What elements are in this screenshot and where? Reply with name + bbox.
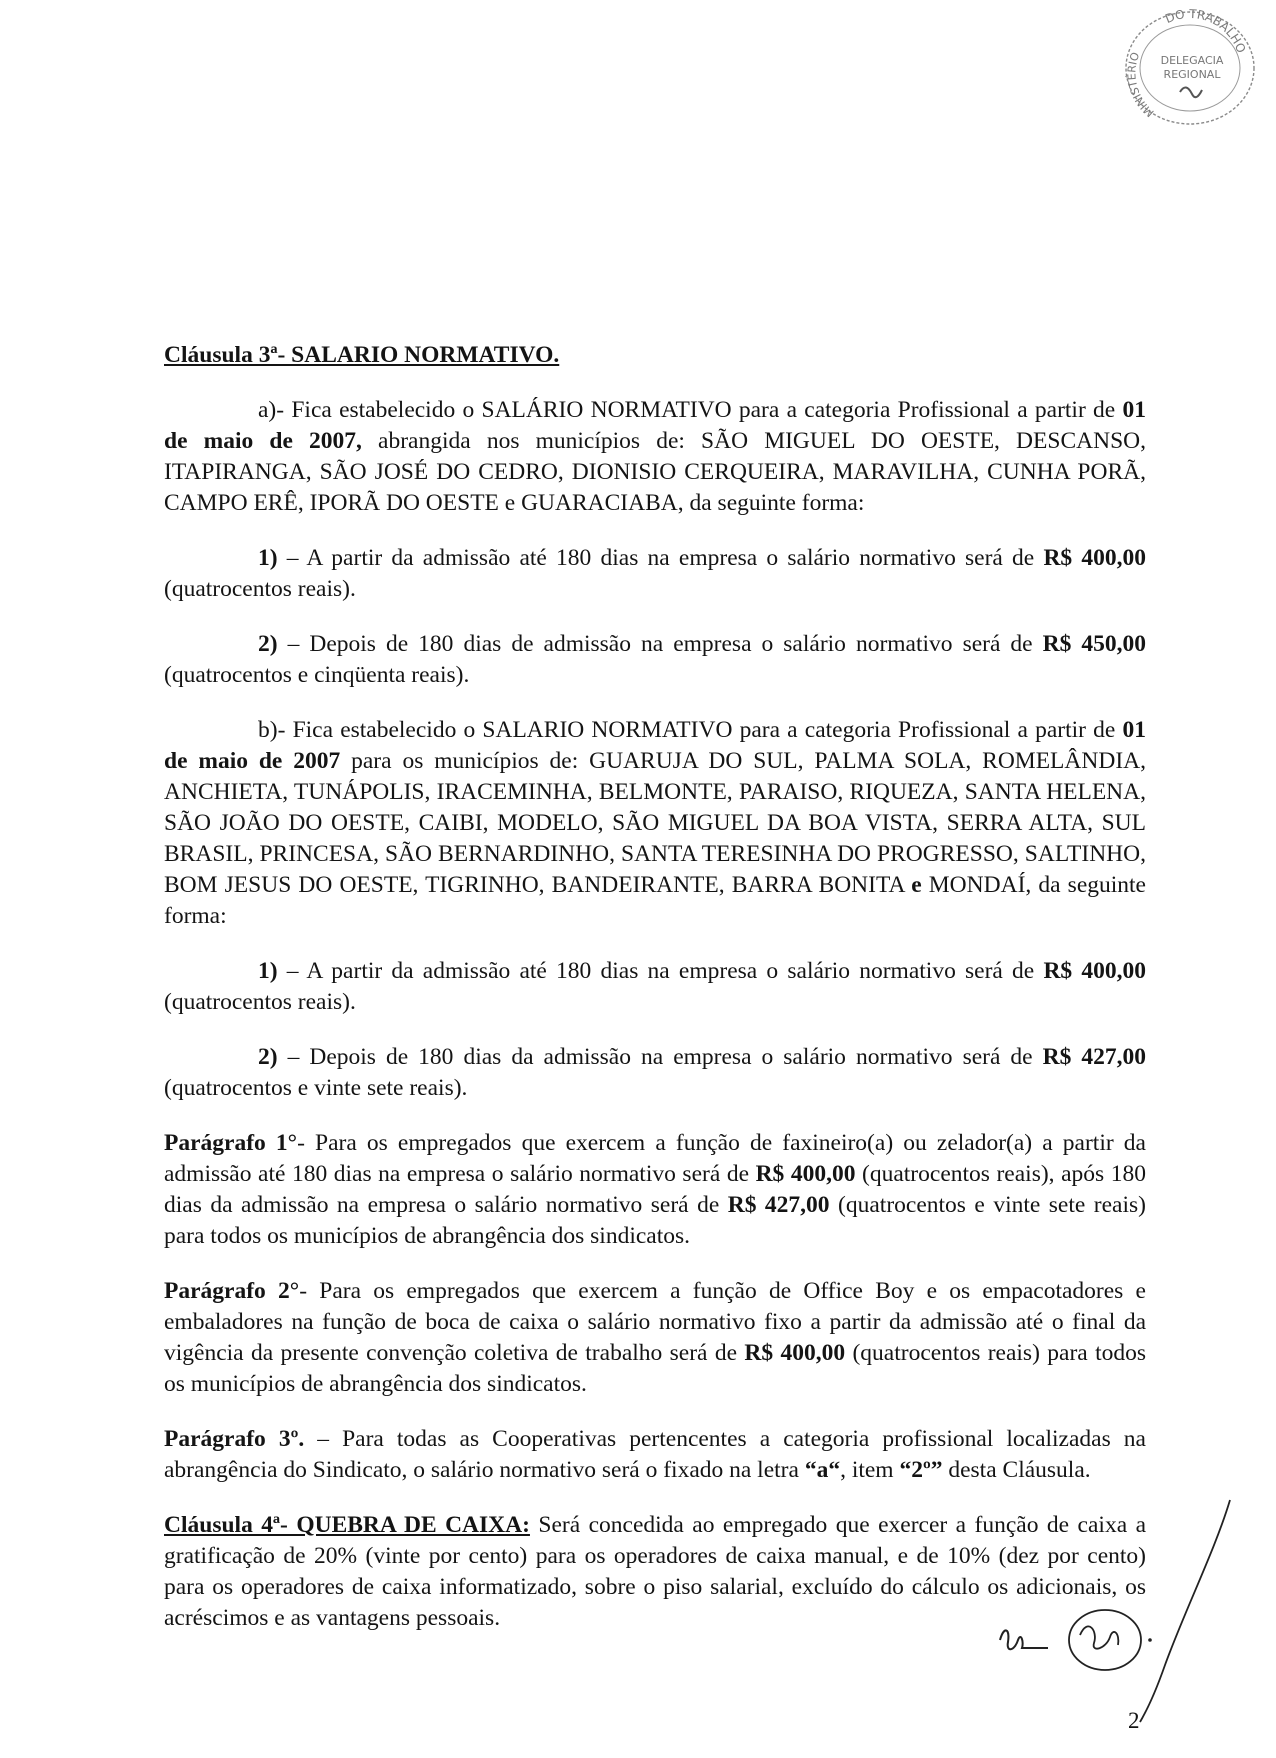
item-a-lead: a)- Fica estabelecido o SALÁRIO NORMATIVO para a categoria Profissional a partir de	[258, 397, 1123, 423]
ministry-stamp	[1110, 6, 1260, 128]
paragraph-text: - Para os empregados que exercem a função de Office Boy e os empacotadores e embaladores na função de boca de caixa o salário normativo fixo a partir da admissão até o final da vigência da presente convenção coletiva de trabalho será de	[164, 1278, 1146, 1366]
document-body	[164, 340, 1146, 1634]
salary-value: R$ 400,00	[744, 1340, 846, 1366]
initials-mark	[1000, 1630, 1048, 1649]
clause3-a-subitem-2	[164, 629, 1146, 691]
subitem-text: – A partir da admissão até 180 dias na empresa o salário normativo será de	[277, 545, 1044, 571]
stamp-arc-side: MINISTÉRIO	[1125, 50, 1157, 120]
paragraph-text: (quatrocentos e vinte sete reais) para todos os municípios de abrangência dos sindicatos.	[164, 1192, 1146, 1249]
stamp-line2: REGIONAL	[1163, 68, 1221, 81]
paragraph-text: - Para os empregados que exercem a função de faxineiro(a) ou zelador(a) a partir da admissão até 180 dias na empresa o salário normativo será de	[164, 1130, 1146, 1187]
salary-words: (quatrocentos reais).	[164, 576, 356, 602]
paragraph-2	[164, 1276, 1146, 1400]
paragraph-text: (quatrocentos reais) para todos os municípios de abrangência dos sindicatos.	[164, 1340, 1146, 1397]
subitem-number: 1)	[258, 545, 278, 571]
clause4-title: Cláusula 4ª- QUEBRA DE CAIXA:	[164, 1512, 530, 1538]
salary-value: R$ 450,00	[1042, 631, 1146, 657]
subitem-text: – Depois de 180 dias de admissão na empresa o salário normativo será de	[277, 631, 1043, 657]
clause3-b-subitem-1	[164, 956, 1146, 1018]
signature-scribble	[1080, 1626, 1118, 1648]
item-b-end: MONDAÍ, da seguinte forma:	[164, 872, 1146, 929]
quoted-letter: “a“	[804, 1457, 841, 1483]
clause3-item-a	[164, 395, 1146, 519]
paragraph-1	[164, 1128, 1146, 1252]
item-b-date: 01 de maio de 2007	[164, 717, 1146, 774]
paragraph-text: – Para todas as Cooperativas pertencentes a categoria profissional localizadas na abrangência do Sindicato, o salário normativo será o fixado na letra	[164, 1426, 1146, 1483]
clause3-title: Cláusula 3ª- SALARIO NORMATIVO.	[164, 342, 560, 368]
salary-value: R$ 400,00	[755, 1161, 856, 1187]
stamp-initials-mark	[1180, 87, 1202, 97]
salary-words: (quatrocentos reais).	[164, 989, 356, 1015]
subitem-number: 2)	[258, 631, 278, 657]
handwritten-signatures	[980, 1490, 1260, 1730]
paragraph-text: desta Cláusula.	[942, 1457, 1091, 1483]
item-b-lead: b)- Fica estabelecido o SALARIO NORMATIVO para a categoria Profissional a partir de	[258, 717, 1123, 743]
salary-words: (quatrocentos e cinqüenta reais).	[164, 662, 470, 688]
quoted-item: “2º”	[899, 1457, 943, 1483]
subitem-number: 1)	[258, 958, 278, 984]
clause3-a-subitem-1	[164, 543, 1146, 605]
paragraph-label: Parágrafo 2°	[164, 1278, 300, 1304]
salary-value: R$ 400,00	[1043, 958, 1146, 984]
circled-signature	[1069, 1610, 1141, 1670]
svg-text:DO TRABALHO	[1163, 7, 1248, 55]
salary-words: (quatrocentos e vinte sete reais).	[164, 1075, 468, 1101]
paragraph-label: Parágrafo 3º.	[164, 1426, 305, 1452]
stamp-line1: DELEGACIA	[1160, 54, 1224, 67]
item-a-municipalities: abrangida nos municípios de: SÃO MIGUEL DO OESTE, DESCANSO, ITAPIRANGA, SÃO JOSÉ DO CEDRO, DIONISIO CERQUEIRA, MARAVILHA, CUNHA PORÃ, CAMPO ERÊ, IPORÃ DO OESTE e GUARACIABA, da seguinte forma:	[164, 428, 1146, 516]
paragraph-text: (quatrocentos reais), após 180 dias da admissão na empresa o salário normativo será de	[164, 1161, 1146, 1218]
clause3-b-subitem-2	[164, 1042, 1146, 1104]
item-b-municipalities: para os municípios de: GUARUJA DO SUL, PALMA SOLA, ROMELÂNDIA, ANCHIETA, TUNÁPOLIS, IRACEMINHA, BELMONTE, PARAISO, RIQUEZA, SANTA HELENA, SÃO JOÃO DO OESTE, CAIBI, MODELO, SÃO MIGUEL DA BOA VISTA, SERRA ALTA, SUL BRASIL, PRINCESA, SÃO BERNARDINHO, SANTA TERESINHA DO PROGRESSO, SALTINHO, BOM JESUS DO OESTE, TIGRINHO, BANDEIRANTE, BARRA BONITA	[164, 748, 1146, 898]
item-b-and: e	[911, 872, 922, 898]
subitem-text: – Depois de 180 dias da admissão na empresa o salário normativo será de	[277, 1044, 1043, 1070]
salary-value: R$ 427,00	[727, 1192, 830, 1218]
paragraph-label: Parágrafo 1°	[164, 1130, 298, 1156]
clause3-item-b	[164, 715, 1146, 932]
subitem-text: – A partir da admissão até 180 dias na empresa o salário normativo será de	[277, 958, 1044, 984]
salary-value: R$ 427,00	[1042, 1044, 1146, 1070]
item-a-date: 01 de maio de 2007,	[164, 397, 1146, 454]
salary-value: R$ 400,00	[1043, 545, 1146, 571]
subitem-number: 2)	[258, 1044, 278, 1070]
page-number: 2	[1128, 1708, 1140, 1733]
paragraph-3	[164, 1424, 1146, 1486]
paragraph-text: , item	[840, 1457, 900, 1483]
signature-stroke	[1140, 1500, 1230, 1722]
signature-dot	[1148, 1638, 1152, 1642]
clause4-text: Será concedida ao empregado que exercer a função de caixa a gratificação de 20% (vinte por cento) para os operadores de caixa manual, e de 10% (dez por cento) para os operadores de caixa informatizado, sobre o piso salarial, excluído do cálculo os adicionais, os acréscimos e as vantagens pessoais.	[164, 1512, 1146, 1631]
stamp-arc-top: DO TRABALHO	[1163, 6, 1249, 55]
